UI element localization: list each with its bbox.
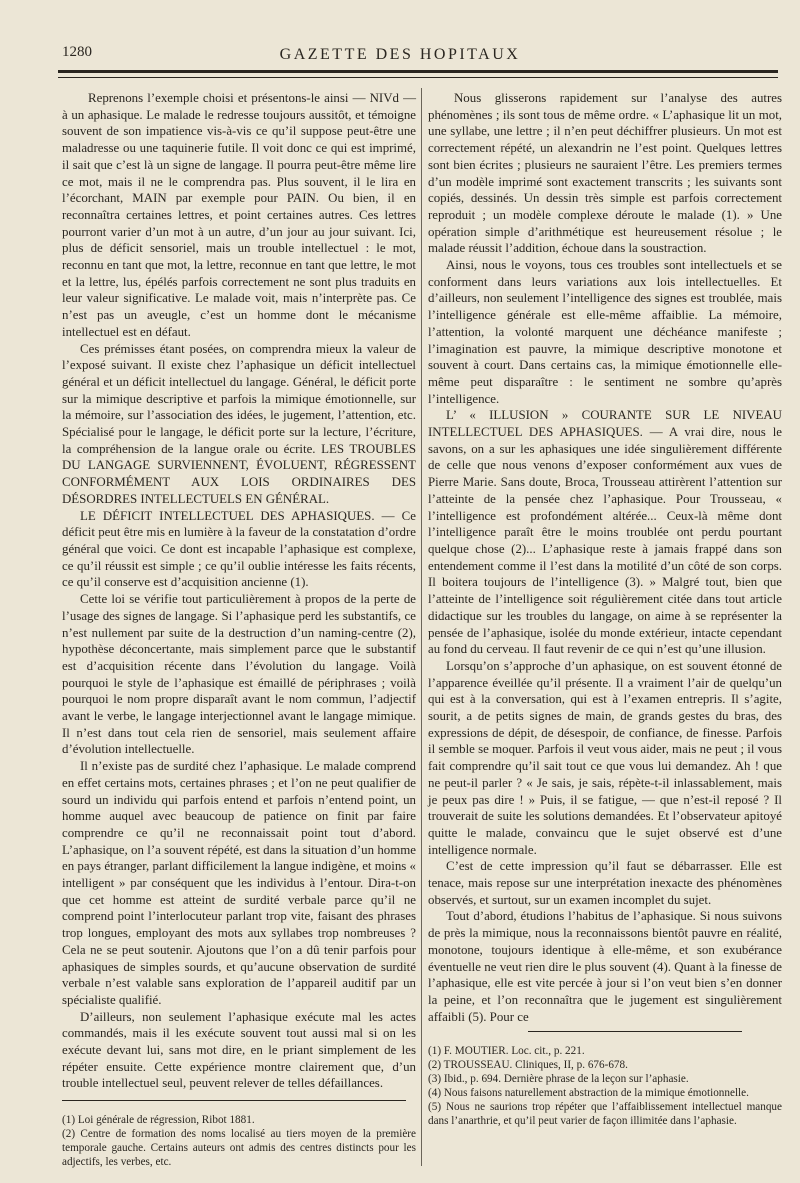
paragraph: Tout d’abord, étudions l’habitus de l’aphasique. Si nous suivons de près la mimique, nous la reconnaissons bientôt pauvre en réalité, monotone, toujours identique à elle-même, et son exubérance éventuelle ne veut rien dire le plus souvent (4). Quant à la finesse de l’aphasique, elle est vite percée à jour si l’on veut bien s’en donner la peine, et l’on reconnaîtra que le jugement est singulièrement affaibli (5). Pour ce <box>428 909 782 1024</box>
paragraph: Il n’existe pas de surdité chez l’aphasique. Le malade comprend en effet certains mots, certaines phrases ; et l’on ne peut qualifier de sourd un individu qui parfois entend et parfois n’entend point, un homme auquel avec beaucoup de patience on finit par faire comprendre ce qu’il ne reconnaissait point tout d’abord. L’aphasique, on l’a souvent répété, est dans la situation d’un homme en pays étranger, parlant difficilement la langue indigène, et moins « intelligent » par conséquent que les individus à l’entour. Dira-t-on que cet homme est atteint de surdité verbale parce qu’il ne comprend point l’interlocuteur parlant trop vite, faisant des phrases trop longues, employant des mots aux syllabes trop nombreuses ? Cela ne se peut soutenir. Ajoutons que l’on a dû tenir parfois pour aphasiques de simples sourds, et qu’aucune observation de surdité verbale n’est valable sans exploration de l’appareil auditif par un spécialiste qualifié. <box>62 759 416 1007</box>
paragraph: L’ « ILLUSION » COURANTE SUR LE NIVEAU INTELLECTUEL DES APHASIQUES. — A vrai dire, nous le savons, on a sur les aphasiques une idée singulièrement différente de celle que nous venons d’exposer conformément aux vues de Pierre Marie. Sans doute, Broca, Trousseau attirèrent l’attention sur l’atteinte de la pensée chez l’aphasique. Pour Trousseau, « l’intelligence est profondément altérée... Ceux-là même dont l’intelligence paraît être le moins troublée ont perdu pourtant quelque chose (2)... L’aphasique reste à jamais frappé dans son entendement comme il l’est dans la motilité d’un côté de son corps. Il boitera toujours de l’intelligence (3). » Malgré tout, bien que l’atteinte de l’intelligence soit régulièrement citée dans tout article didactique sur les troubles du langage, on aime à se représenter la pensée de l’aphasique, isolée du monde extérieur, intacte cependant au fond du cerveau. Il faut revenir de ce qui n’est qu’une illusion. <box>428 408 782 657</box>
footnote: (2) TROUSSEAU. Cliniques, II, p. 676-678. <box>428 1059 628 1072</box>
footnote: (4) Nous faisons naturellement abstraction de la mimique émotionnelle. <box>428 1087 749 1100</box>
right-column <box>428 90 782 1128</box>
footnote: (5) Nous ne saurions trop répéter que l’affaiblissement intellectuel manque dans l’anarthrie, et qu’il peut varier de façon illimitée dans l’aphasie. <box>428 1101 782 1128</box>
paragraph: Nous glisserons rapidement sur l’analyse des autres phénomènes ; ils sont tous de même ordre. « L’aphasique lit un mot, une syllabe, une lettre ; il n’en peut déchiffrer plusieurs. Un mot est correctement répété, un alexandrin ne l’est point. Quelques lettres sont bien écrites ; plusieurs ne sauraient l’être. Les premiers termes d’un modèle imprimé sont exactement transcrits ; les suivants sont copiés, dessinés. Un dessin très simple est parfois correctement reproduit ; un modèle complexe déroute le malade (1). » Une opération simple d’arithmétique est heureusement résolue ; le malade réussit l’addition, échoue dans la soustraction. <box>428 91 782 256</box>
footnote-rule <box>528 1031 742 1032</box>
footnotes <box>62 1113 416 1169</box>
footnote: (3) Ibid., p. 694. Dernière phrase de la leçon sur l’aphasie. <box>428 1073 689 1086</box>
footnote: (2) Centre de formation des noms localisé au tiers moyen de la première temporale gauche. Certains auteurs ont admis des centres distincts pour les adjectifs, les verbes, etc. <box>62 1128 416 1169</box>
header-rule-thin <box>58 77 778 78</box>
paragraph: LE DÉFICIT INTELLECTUEL DES APHASIQUES. — Ce déficit peut être mis en lumière à la faveur de la constatation d’ordre général que voici. Ce dont est incapable l’aphasique est complexe, ce qu’il réussit est simple ; ce qu’il oublie intéresse les faits récents, ce qu’il conserve est d’acquisition ancienne (1). <box>62 508 416 590</box>
page-number: 1280 <box>62 44 92 60</box>
footnote: (1) F. MOUTIER. Loc. cit., p. 221. <box>428 1045 585 1058</box>
paragraph: Reprenons l’exemple choisi et présentons-le ainsi — NIVd — à un aphasique. Le malade le redresse toujours aussitôt, et témoigne souvent de son impatience vis-à-vis ce qu’il suppose peut-être une maladresse ou une taquinerie futile. Il voit donc ce qui est imprimé, il sait que c’est là un signe de langage. Il pourra peut-être même lire ce mot, mais il ne le comprendra pas. Plus souvent, il le lira en l’écorchant, MAIN par exemple pour PAIN. Ou bien, il en reconnaîtra certaines lettres, et point certaines autres. Ces lettres pourront varier d’un mot à un autre, d’un jour au jour suivant. Ici, plus de déficit sensoriel, mais un trouble intellectuel : le mot, reconnu en tant que mot, la lettre, reconnue en tant que lettre, le mot et la lettre, lus, épélés parfois correctement ne sont plus traduits en leur valeur significative. Le malade voit, mais n’interprète pas. Ce n’est pas un aveugle, c’est un homme dont le mécanisme intellectuel est en défaut. <box>62 91 416 339</box>
footnotes <box>428 1044 782 1128</box>
footnote: (1) Loi générale de régression, Ribot 1881. <box>62 1114 255 1127</box>
header-rule-thick <box>58 70 778 73</box>
paragraph: Ces prémisses étant posées, on comprendra mieux la valeur de l’exposé suivant. Il existe chez l’aphasique un déficit intellectuel général et un déficit intellectuel du langage. Général, le déficit porte sur la mimique descriptive et parfois la mimique émotionnelle, sur la mémoire, sur l’association des idées, le jugement, l’attention, etc. Spécialisé pour le langage, le déficit porte sur la lecture, l’écriture, la compréhension de la langue orale ou écrite. LES TROUBLES DU LANGAGE SURVIENNENT, ÉVOLUENT, RÉGRESSENT CONFORMÉMENT AUX LOIS ORDINAIRES DES DÉSORDRES INTELLECTUELS EN GÉNÉRAL. <box>62 341 416 506</box>
column-divider <box>421 88 422 1166</box>
paragraph: Ainsi, nous le voyons, tous ces troubles sont intellectuels et se conforment dans leurs variations aux lois intellectuelles. Et d’ailleurs, non seulement l’intelligence des signes est troublée, mais l’intelligence générale est elle-même affaiblie. La mémoire, l’attention, la volonté marquent une déchéance manifeste ; l’imagination est pauvre, la mimique descriptive monotone et souvent à court. Dans certains cas, la mimique émotionnelle elle-même peut disparaître : le sentiment ne sombre qu’après l’intelligence. <box>428 258 782 406</box>
footnote-rule <box>62 1100 406 1101</box>
paragraph: C’est de cette impression qu’il faut se débarrasser. Elle est tenace, mais repose sur une interprétation inexacte des phénomènes observés, et surtout, sur un examen incomplet du sujet. <box>428 859 782 907</box>
journal-title: GAZETTE DES HOPITAUX <box>279 46 521 63</box>
paragraph: Lorsqu’on s’approche d’un aphasique, on est souvent étonné de l’apparence éveillée qu’il présente. Il a vraiment l’air de quelqu’un qui est à la conversation, qui est à l’examen entrepris. Il s’agite, sourit, a de petits signes de main, de grands gestes du bras, des expressions de dépit, de désespoir, de confiance, de finesse. Parfois il semble se moquer. Parfois il veut vous aider, mais ne peut ; il vous fait comprendre qu’il sait tout ce que vous lui demandez. Ah ! que ne peut-il parler ? « Je sais, je sais, répète-t-il inlassablement, mais je peux pas dire ! » Puis, il se fatigue, — que n’est-il reposé ? Il trouverait de suite les solutions demandées. Et l’observateur apitoyé quitte le malade, convaincu que le sujet observé est d’une intelligence normale. <box>428 658 782 857</box>
paragraph: D’ailleurs, non seulement l’aphasique exécute mal les actes commandés, mais il les exécute souvent tout aussi mal si on les exécute devant lui, sans mot dire, en le priant simplement de les répéter ensuite. Cette expérience montre clairement que, d’un trouble intellectuel seul, peuvent relever de telles défaillances. <box>62 1009 416 1091</box>
left-column <box>62 90 416 1169</box>
paragraph: Cette loi se vérifie tout particulièrement à propos de la perte de l’usage des signes de langage. Si l’aphasique perd les substantifs, ce n’est nullement par suite de la destruction d’un naming-centre (2), hypothèse déconcertante, mais simplement parce que le substantif est d’acquisition récente dans l’évolution du langage. Voilà pourquoi le style de l’aphasique est émaillé de périphrases ; voilà pourquoi le nom propre disparaît avant le nom commun, l’adjectif avant le verbe, le langage interjectionnel avant le langage mimique. Il n’est dans tout cela rien de sensoriel, mais seulement affaire d’évolution intellectuelle. <box>62 592 416 757</box>
